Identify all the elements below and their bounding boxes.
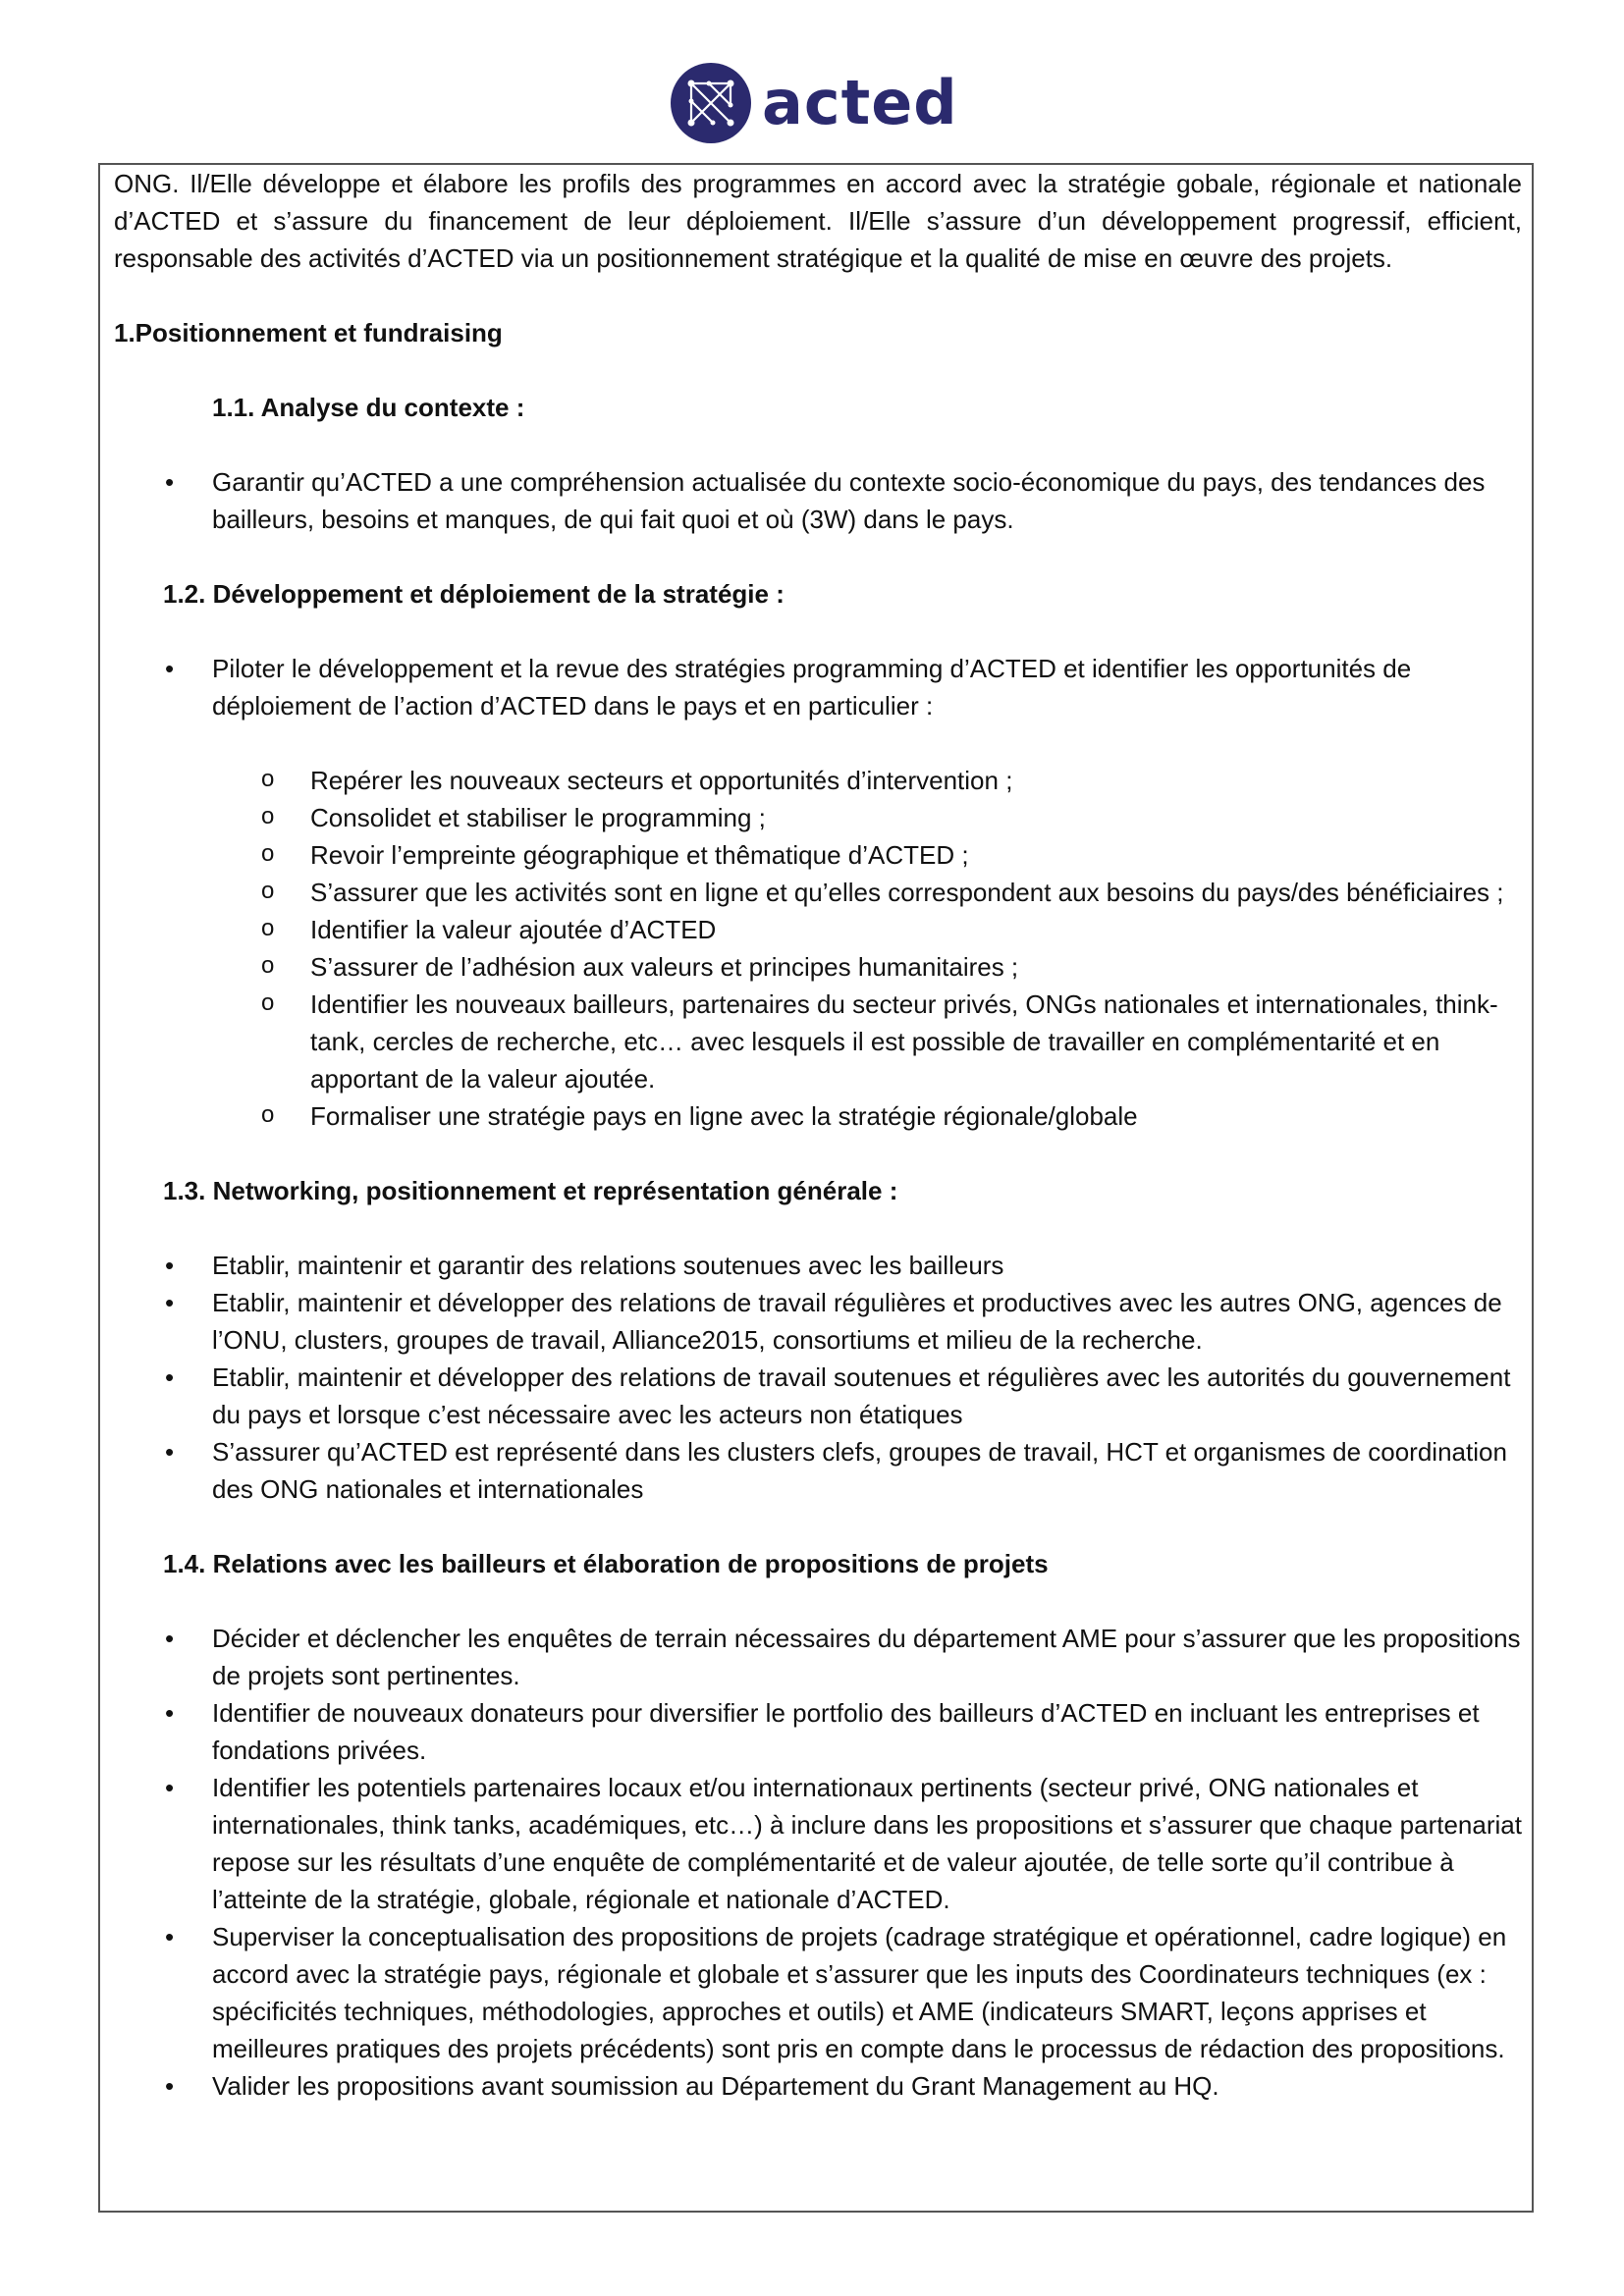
document-body xyxy=(114,165,1522,2105)
subsection-heading: 1.4. Relations avec les bailleurs et élaboration de propositions de projets xyxy=(163,1549,1049,1578)
sub-list-item: o S’assurer de l’adhésion aux valeurs et principes humanitaires ; xyxy=(114,948,1522,986)
subsection-heading: 1.3. Networking, positionnement et représentation générale : xyxy=(163,1176,898,1205)
bullet-list xyxy=(114,650,1522,724)
list-item: • Etablir, maintenir et développer des relations de travail régulières et productives avec les autres ONG, agences de l’ONU, clusters, groupes de travail, Alliance2015, consortiums et milieu de la recherche. xyxy=(114,1284,1522,1359)
sub-list-item: o Identifier les nouveaux bailleurs, partenaires du secteur privés, ONGs nationales et internationales, think-tank, cercles de recherche, etc… avec lesquels il est possible de travailler en complémentarité et en apportant de la valeur ajoutée. xyxy=(114,986,1522,1097)
list-item: • Identifier de nouveaux donateurs pour diversifier le portfolio des bailleurs d’ACTED en incluant les entreprises et fondations privées. xyxy=(114,1694,1522,1769)
sub-list-item: o Revoir l’empreinte géographique et thêmatique d’ACTED ; xyxy=(114,836,1522,874)
intro-paragraph: ONG. Il/Elle développe et élabore les profils des programmes en accord avec la stratégie gobale, régionale et nationale d’ACTED et s’assure du financement de leur déploiement. Il/Elle s’assure d’un développement progressif, efficient, responsable des activités d’ACTED via un positionnement stratégique et la qualité de mise en œuvre des projets. xyxy=(114,169,1522,273)
sub-list-item: o S’assurer que les activités sont en ligne et qu’elles correspondent aux besoins du pays/des bénéficiaires ; xyxy=(114,874,1522,911)
subsection-heading: 1.2. Développement et déploiement de la stratégie : xyxy=(163,579,785,609)
bullet-list xyxy=(114,1620,1522,2105)
list-item: • Piloter le développement et la revue des stratégies programming d’ACTED et identifier les opportunités de déploiement de l’action d’ACTED dans le pays et en particulier : xyxy=(114,650,1522,724)
section-heading: 1.Positionnement et fundraising xyxy=(114,318,503,347)
sub-list-item: o Formaliser une stratégie pays en ligne avec la stratégie régionale/globale xyxy=(114,1097,1522,1135)
sub-list-item: o Repérer les nouveaux secteurs et opportunités d’intervention ; xyxy=(114,762,1522,799)
sub-list-item: o Consolidet et stabiliser le programming ; xyxy=(114,799,1522,836)
acted-logo-icon xyxy=(670,62,752,144)
list-item: • Garantir qu’ACTED a une compréhension actualisée du contexte socio-économique du pays, des tendances des bailleurs, besoins et manques, de qui fait quoi et où (3W) dans le pays. xyxy=(114,463,1522,538)
subsection-heading: 1.1. Analyse du contexte : xyxy=(212,393,525,422)
list-item: • Identifier les potentiels partenaires locaux et/ou internationaux pertinents (secteur privé, ONG nationales et internationales, think tanks, académiques, etc…) à inclure dans les propositions et s’assurer que chaque partenariat repose sur les résultats d’une enquête de complémentarité et de valeur ajoutée, de telle sorte qu’il contribue à l’atteinte de la stratégie, globale, régionale et nationale d’ACTED. xyxy=(114,1769,1522,1918)
acted-logo xyxy=(670,61,958,145)
bullet-list xyxy=(114,463,1522,538)
list-item: • Décider et déclencher les enquêtes de terrain nécessaires du département AME pour s’assurer que les propositions de projets sont pertinentes. xyxy=(114,1620,1522,1694)
list-item: • Etablir, maintenir et garantir des relations soutenues avec les bailleurs xyxy=(114,1247,1522,1284)
list-item: • Valider les propositions avant soumission au Département du Grant Management au HQ. xyxy=(114,2067,1522,2105)
sub-list-item: o Identifier la valeur ajoutée d’ACTED xyxy=(114,911,1522,948)
list-item: • Superviser la conceptualisation des propositions de projets (cadrage stratégique et opérationnel, cadre logique) en accord avec la stratégie pays, régionale et globale et s’assurer que les inputs des Coordinateurs techniques (ex : spécificités techniques, méthodologies, approches et outils) et AME (indicateurs SMART, leçons apprises et meilleures pratiques des projets précédents) sont pris en compte dans le processus de rédaction des propositions. xyxy=(114,1918,1522,2067)
logo-wordmark: acted xyxy=(762,67,958,138)
bullet-list xyxy=(114,1247,1522,1508)
sub-bullet-list xyxy=(114,762,1522,1135)
list-item: • S’assurer qu’ACTED est représenté dans les clusters clefs, groupes de travail, HCT et organismes de coordination des ONG nationales et internationales xyxy=(114,1433,1522,1508)
list-item: • Etablir, maintenir et développer des relations de travail soutenues et régulières avec les autorités du gouvernement du pays et lorsque c’est nécessaire avec les acteurs non étatiques xyxy=(114,1359,1522,1433)
